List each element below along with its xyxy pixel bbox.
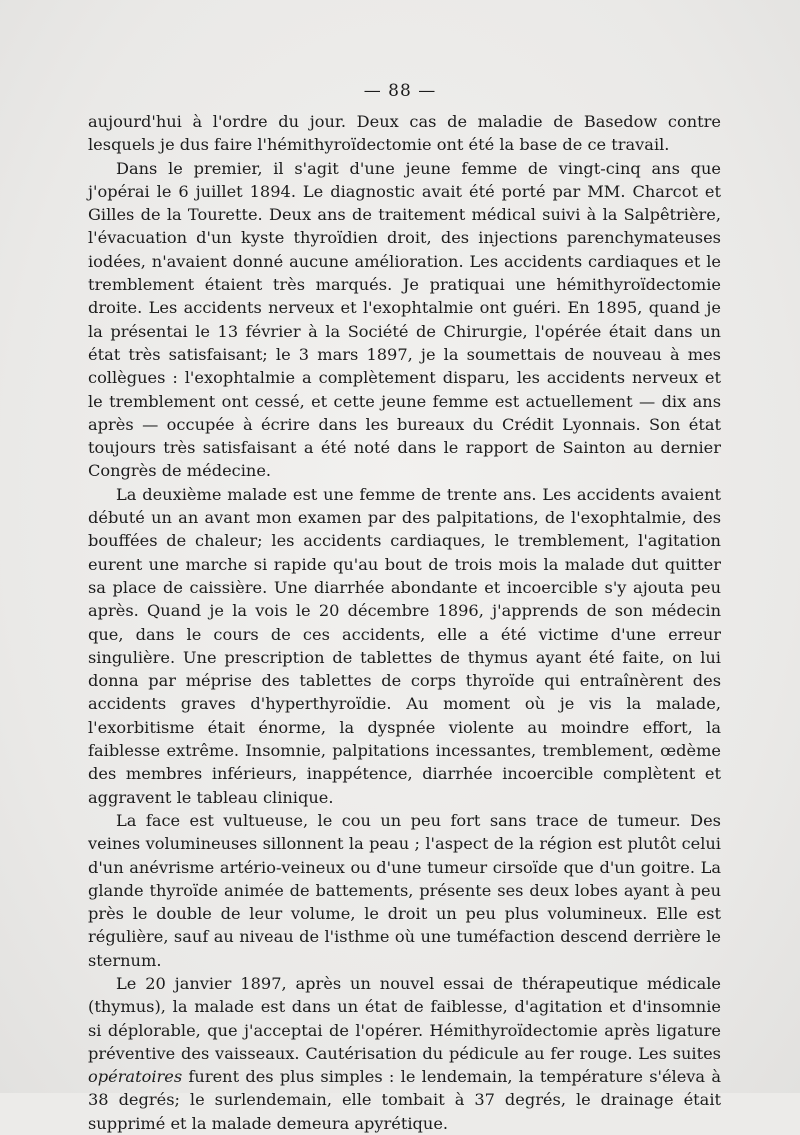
paragraph-first-case: Dans le premier, il s'agit d'une jeune femme de vingt-cinq ans que j'opérai le 6 juillet 1894. Le diagnostic avait été porté par MM. Charcot et Gilles de la Tourette. Deux ans de traitement médical suivi à la Salpêtrière, l'évacuation d'un kyste thyroïdien droit, des injections parenchymateuses iodées, n'avaient donné aucune amélioration. Les accidents cardiaques et le tremblement étaient très marqués. Je pratiquai une hémithyroïdectomie droite. Les accidents nerveux et l'exophtalmie ont guéri. En 1895, quand je la présentai le 13 février à la Société de Chirurgie, l'opérée était dans un état très satisfaisant; le 3 mars 1897, je la soumettais de nouveau à mes collègues : l'exophtalmie a complètement disparu, les accidents nerveux et le tremblement ont cessé, et cette jeune femme est actuellement — dix ans après — occupée à écrire dans les bureaux du Crédit Lyonnais. Son état toujours très satisfaisant a été noté dans le rapport de Sainton au dernier Congrès de médecine.: [88, 158, 721, 481]
italic-term: opératoires: [88, 1067, 183, 1087]
paragraph-operation-text-b: furent des plus simples : le lendemain, la température s'éleva à 38 degrés; le surlendemain, elle tombait à 37 degrés, le drainage était supprimé et la malade demeura apyrétique.: [88, 1067, 721, 1133]
paragraph-continuation: aujourd'hui à l'ordre du jour. Deux cas de maladie de Basedow contre lesquels je dus faire l'hémithyroïdectomie ont été la base de ce travail.: [88, 112, 721, 155]
paragraph-operation: [88, 972, 721, 1135]
body-text: [88, 110, 721, 1135]
paragraph-second-case: La deuxième malade est une femme de trente ans. Les accidents avaient débuté un an avant mon examen par des palpitations, de l'exophtalmie, des bouffées de chaleur; les accidents cardiaques, le tremblement, l'agitation eurent une marche si rapide qu'au bout de trois mois la malade dut quitter sa place de caissière. Une diarrhée abondante et incoercible s'y ajouta peu après. Quand je la vois le 20 décembre 1896, j'apprends de son médecin que, dans le cours de ces accidents, elle a été victime d'une erreur singulière. Une prescription de tablettes de thymus ayant été faite, on lui donna par méprise des tablettes de corps thyroïde qui entraînèrent des accidents graves d'hyperthyroïdie. Au moment où je vis la malade, l'exorbitisme était énorme, la dyspnée violente au moindre effort, la faiblesse extrême. Insomnie, palpitations incessantes, tremblement, œdème des membres inférieurs, inappétence, diarrhée incoercible complètent et aggravent le tableau clinique.: [88, 484, 721, 807]
page-number: — 88 —: [363, 81, 437, 101]
paragraph-operation-text-a: Le 20 janvier 1897, après un nouvel essai de thérapeutique médicale (thymus), la malade est dans un état de faiblesse, d'agitation et d'insomnie si déplorable, que j'acceptai de l'opérer. Hémithyroïdectomie après ligature préventive des vaisseaux. Cautérisation du pédicule au fer rouge. Les suites: [88, 973, 721, 1063]
paragraph-examination: La face est vultueuse, le cou un peu fort sans trace de tumeur. Des veines volumineuses sillonnent la peau ; l'aspect de la région est plutôt celui d'un anévrisme artério-veineux ou d'une tumeur cirsoïde que d'un goitre. La glande thyroïde animée de battements, présente ses deux lobes ayant à peu près le double de leur volume, le droit un peu plus volumineux. Elle est régulière, sauf au niveau de l'isthme où une tuméfaction descend derrière le sternum.: [88, 810, 721, 970]
